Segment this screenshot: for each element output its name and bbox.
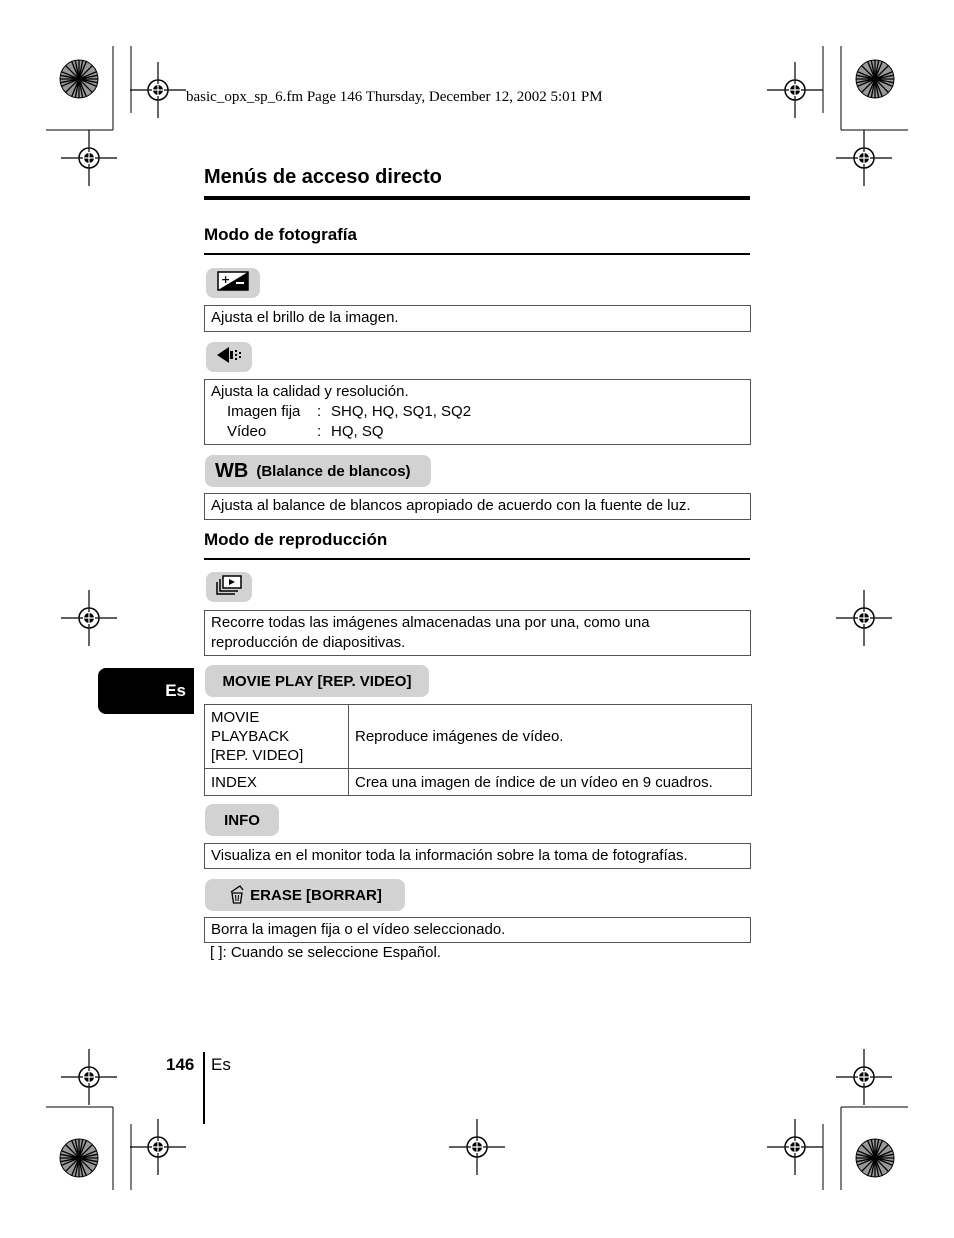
cell-line: MOVIE — [211, 709, 260, 726]
quality-row-value: HQ, SQ — [331, 423, 384, 440]
table-cell-name — [205, 705, 349, 769]
exposure-description: Ajusta el brillo de la imagen. — [204, 305, 751, 332]
table-row — [205, 705, 752, 769]
quality-row — [211, 402, 744, 422]
quality-row-value: SHQ, HQ, SQ1, SQ2 — [331, 403, 472, 420]
wb-description: Ajusta al balance de blancos apropiado de acuerdo con la fuente de luz. — [204, 493, 751, 520]
title-rule — [204, 196, 750, 200]
playback-heading: Modo de reproducción — [204, 530, 388, 549]
quality-row-label: Imagen fija — [227, 403, 301, 420]
movie-play-pill: MOVIE PLAY [REP. VIDEO] — [205, 665, 429, 697]
wb-abbr: WB — [215, 459, 249, 482]
wb-label: (Blalance de blancos) — [256, 462, 411, 480]
quality-row-sep: : — [317, 403, 322, 420]
movie-table — [204, 704, 752, 796]
footnote: [ ]: Cuando se seleccione Español. — [210, 944, 441, 961]
quality-box — [204, 379, 751, 445]
svg-text:+: + — [221, 273, 231, 286]
erase-label: ERASE [BORRAR] — [250, 886, 382, 904]
quality-row — [211, 422, 744, 442]
playback-rule — [204, 558, 750, 560]
erase-icon — [228, 885, 246, 905]
print-header: basic_opx_sp_6.fm Page 146 Thursday, December 12, 2002 5:01 PM — [186, 89, 603, 105]
footer-divider — [203, 1052, 205, 1124]
erase-pill — [205, 879, 405, 911]
slideshow-icon — [215, 574, 243, 600]
table-cell-name: INDEX — [205, 769, 349, 796]
quality-row-sep: : — [317, 423, 322, 440]
footer-language: Es — [211, 1055, 231, 1074]
cell-line: PLAYBACK — [211, 728, 290, 745]
quality-row-label: Vídeo — [227, 423, 267, 440]
image-quality-icon — [215, 345, 243, 369]
slideshow-description-line: Recorre todas las imágenes almacenadas una por una, como una — [211, 614, 650, 631]
erase-description: Borra la imagen fija o el vídeo seleccionado. — [204, 917, 751, 943]
slideshow-description-line: reproducción de diapositivas. — [211, 634, 406, 651]
wb-pill — [205, 455, 431, 487]
language-side-tab: Es — [98, 668, 194, 714]
quality-description: Ajusta la calidad y resolución. — [211, 383, 409, 400]
exposure-compensation-icon — [217, 271, 249, 295]
cell-line: [REP. VIDEO] — [211, 747, 304, 764]
slideshow-pill — [206, 572, 252, 602]
exposure-pill — [206, 268, 260, 298]
slideshow-description — [204, 610, 751, 656]
page-number: 146 — [166, 1055, 195, 1074]
table-cell-desc: Crea una imagen de índice de un vídeo en 9 cuadros. — [349, 769, 752, 796]
quality-pill — [206, 342, 252, 372]
shooting-rule — [204, 253, 750, 255]
shooting-heading: Modo de fotografía — [204, 225, 357, 244]
table-cell-desc: Reproduce imágenes de vídeo. — [349, 705, 752, 769]
table-row — [205, 769, 752, 796]
info-pill: INFO — [205, 804, 279, 836]
info-description: Visualiza en el monitor toda la información sobre la toma de fotografías. — [204, 843, 751, 869]
page-title: Menús de acceso directo — [204, 166, 442, 188]
